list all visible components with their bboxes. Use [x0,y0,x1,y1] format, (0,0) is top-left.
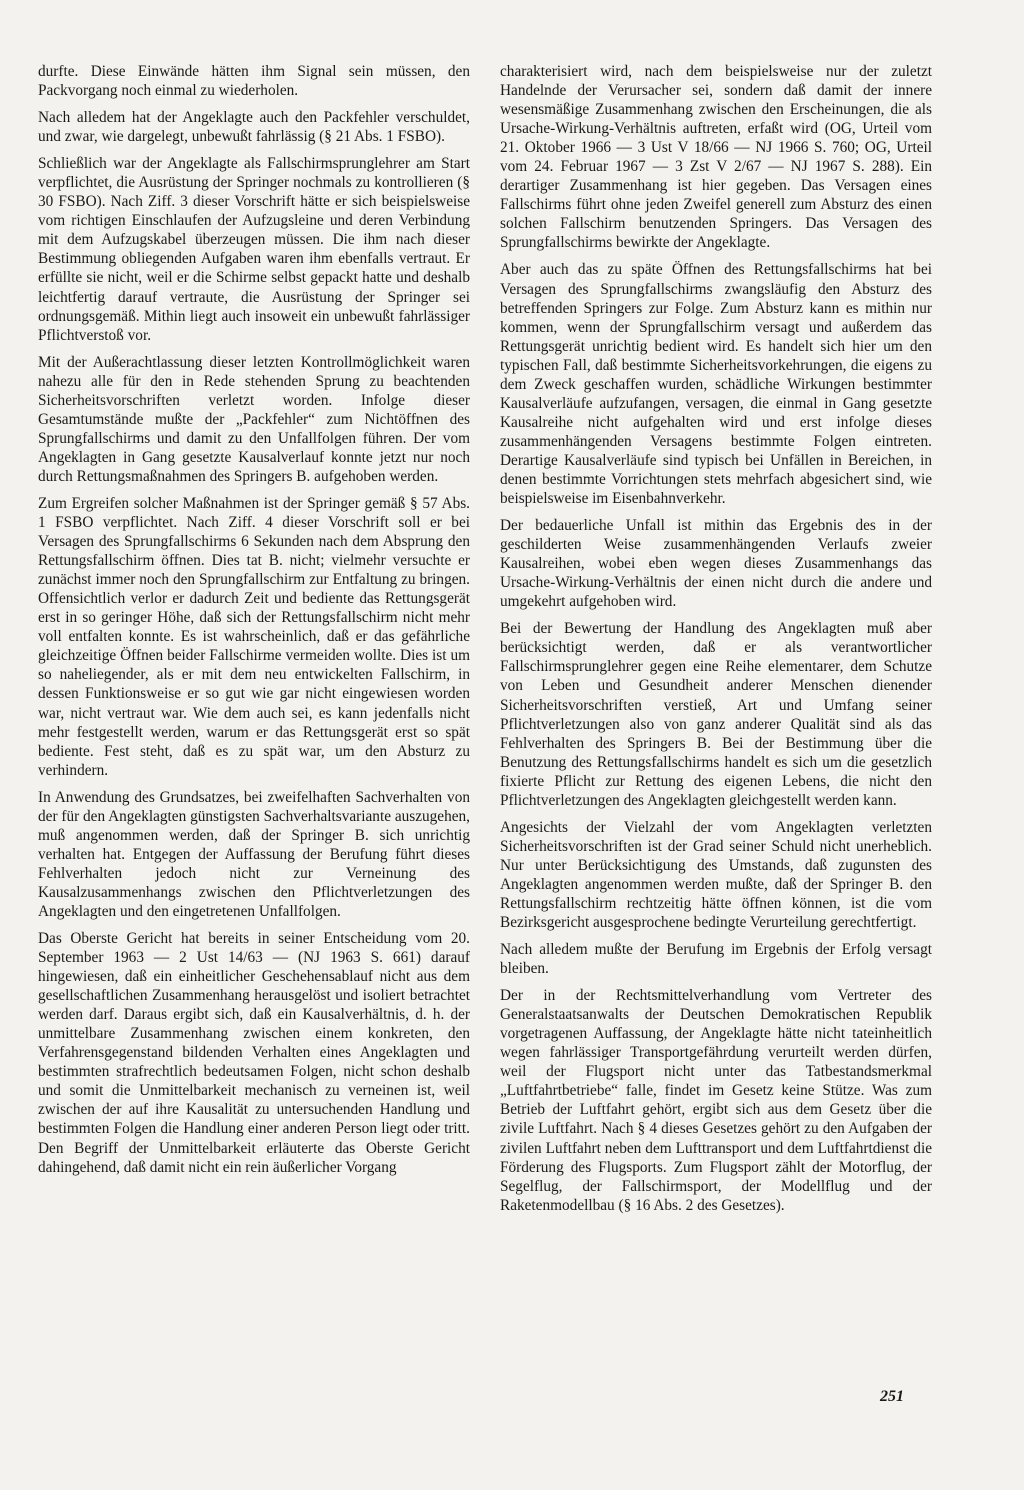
paragraph: Mit der Außerachtlassung dieser letzten Kontrollmöglichkeit waren nahezu alle für den in Rede stehenden Sprung zu beachtenden Sicherheitsvorschriften verletzt worden. Infolge dieser Gesamtumstände mußte der „Packfehler“ zum Nichtöffnen des Sprungfallschirms und damit zu den Unfallfolgen führen. Der vom Angeklagten in Gang gesetzte Kausalverlauf konnte jetzt nur noch durch Rettungsmaßnahmen des Springers B. aufgehoben werden. [38,353,470,485]
paragraph: Nach alledem hat der Angeklagte auch den Packfehler verschuldet, und zwar, wie dargelegt, unbewußt fahrlässig (§ 21 Abs. 1 FSBO). [38,109,470,146]
paragraph: Schließlich war der Angeklagte als Fallschirmsprunglehrer am Start verpflichtet, die Ausrüstung der Springer nochmals zu kontrollieren (§ 30 FSBO). Nach Ziff. 3 dieser Vorschrift hätte er sich beispielsweise vom richtigen Einschlaufen der Aufzugsleine und deren Verbindung mit dem Aufzugskabel überzeugen müssen. Die ihm nach dieser Bestimmung obliegenden Aufgaben waren ihm ebenfalls vertraut. Er erfüllte sie nicht, weil er die Schirme selbst gepackt hatte und deshalb leichtfertig darauf vertraute, die Ausrüstung der Springer sei ordnungsgemäß. Mithin liegt auch insoweit ein unbewußt fahrlässiger Pflichtverstoß vor. [38,155,470,344]
page-number: 251 [880,1388,904,1405]
paragraph: Der bedauerliche Unfall ist mithin das Ergebnis des in der geschilderten Weise zusammenhängenden Verlaufs zweier Kausalreihen, wobei eben wegen dieses Zusammenhangs das Ursache-Wirkung-Verhältnis der einen nicht durch die andere und umgekehrt aufgehoben wird. [500,517,932,611]
paragraph: charakterisiert wird, nach dem beispielsweise nur der zuletzt Handelnde der Verursacher sei, sondern daß damit der innere wesensmäßige Zusammenhang zwischen den Erscheinungen, die als Ursache-Wirkung-Verhältnis auftreten, erfaßt wird (OG, Urteil vom 21. Oktober 1966 — 3 Ust V 18/66 — NJ 1966 S. 760; OG, Urteil vom 24. Februar 1967 — 3 Zst V 2/67 — NJ 1967 S. 288). Ein derartiger Zusammenhang ist hier gegeben. Das Versagen eines Fallschirms führt ohne jeden Zweifel generell zum Absturz des einen solchen Fallschirm benutzenden Springers. Das Versagen des Sprungfallschirms bewirkte der Angeklagte. [500,63,932,252]
paragraph: In Anwendung des Grundsatzes, bei zweifelhaften Sachverhalten von der für den Angeklagten günstigsten Sachverhaltsvariante auszugehen, muß angenommen werden, daß der Springer B. sich unrichtig verhalten hat. Entgegen der Auffassung der Berufung führt dieses Fehlverhalten jedoch nicht zur Verneinung des Kausalzusammenhangs zwischen den Pflichtverletzungen des Angeklagten und den eingetretenen Unfallfolgen. [38,788,470,920]
paragraph: Das Oberste Gericht hat bereits in seiner Entscheidung vom 20. September 1963 — 2 Ust 14/63 — (NJ 1963 S. 661) darauf hingewiesen, daß ein einheitlicher Geschehensablauf nicht aus dem gesellschaftlichen Zusammenhang herausgelöst und isoliert betrachtet werden darf. Daraus ergibt sich, daß ein Kausalverhältnis, d. h. der unmittelbare Zusammenhang zwischen einem konkreten, den Verfahrensgegenstand bildenden Verhalten eines Angeklagten und bestimmten strafrechtlich bedeutsamen Folgen, nicht schon deshalb und somit die Unmittelbarkeit mechanisch zu verneinen ist, weil zwischen der auf ihre Kausalität zu untersuchenden Handlung und bestimmten Folgen die Handlung einer anderen Person liegt oder tritt. Den Begriff der Unmittelbarkeit erläuterte das Oberste Gericht dahingehend, daß damit nicht ein rein äußerlicher Vorgang [38,930,470,1176]
paragraph: Aber auch das zu späte Öffnen des Rettungsfallschirms hat bei Versagen des Sprungfallschirms zwangsläufig den Absturz des betreffenden Springers zur Folge. Zum Absturz kann es mithin nur kommen, wenn der Sprungfallschirm versagt und außerdem das Rettungsgerät unrichtig bedient wird. Es handelt sich hier um den typischen Fall, daß bestimmte Sicherheitsvorkehrungen, die eigens zu dem Zweck geschaffen wurden, schädliche Wirkungen bestimmter Kausalverläufe aufzufangen, versagen, die einmal in Gang gesetzte Kausalreihe nicht aufgehalten wird und erst infolge dieses zusammenhängenden Versagens bestimmte Folgen eintreten. Derartige Kausalverläufe sind typisch bei Unfällen in Bereichen, in denen bestimmte Vorrichtungen stets mehrfach abgesichert sind, wie beispielsweise im Eisenbahnverkehr. [500,261,932,508]
paragraph: durfte. Diese Einwände hätten ihm Signal sein müssen, den Packvorgang noch einmal zu wiederholen. [38,63,470,100]
paragraph: Angesichts der Vielzahl der vom Angeklagten verletzten Sicherheitsvorschriften ist der Grad seiner Schuld nicht unerheblich. Nur unter Berücksichtigung des Umstands, daß zugunsten des Angeklagten angenommen werden mußte, daß der Springer B. den Rettungsfallschirm rechtzeitig hätte öffnen können, ist die vom Bezirksgericht ausgesprochene bedingte Verurteilung gerechtfertigt. [500,818,932,932]
paragraph: Der in der Rechtsmittelverhandlung vom Vertreter des Generalstaatsanwalts der Deutschen Demokratischen Republik vorgetragenen Auffassung, der Angeklagte hätte nicht tateinheitlich wegen fahrlässiger Transportgefährdung verurteilt werden dürfen, weil der Flugsport nicht unter das Tatbestandsmerkmal „Luftfahrtbetriebe“ falle, findet im Gesetz keine Stütze. Was zum Betrieb der Luftfahrt gehört, ergibt sich aus dem Gesetz über die zivile Luftfahrt. Nach § 4 dieses Gesetzes gehört zu den Aufgaben der zivilen Luftfahrt neben dem Lufttransport und dem Luftfahrtdienst die Förderung des Flugsports. Zum Flugsport zählt der Motorflug, der Segelflug, der Fallschirmsport, der Modellflug und der Raketenmodellbau (§ 16 Abs. 2 des Gesetzes). [500,987,932,1214]
right-column [500,62,932,1223]
paragraph: Zum Ergreifen solcher Maßnahmen ist der Springer gemäß § 57 Abs. 1 FSBO verpflichtet. Nach Ziff. 4 dieser Vorschrift soll er bei Versagen des Sprungfallschirms 6 Sekunden nach dem Absprung den Rettungsfallschirm öffnen. Dies tat B. nicht; vielmehr versuchte er zunächst immer noch den Sprungfallschirm zur Entfaltung zu bringen. Offensichtlich verlor er dadurch Zeit und bediente das Rettungsgerät erst in so geringer Höhe, daß sich der Rettungsfallschirm nicht mehr voll entfalten konnte. Es ist wahrscheinlich, daß er das gefährliche gleichzeitige Öffnen beider Fallschirme vermeiden wollte. Dies ist um so naheliegender, als er mit dem neu entwickelten Fallschirm, in dessen Funktionsweise er so gut wie gar nicht eingewiesen worden war, nicht vertraut war. Wie dem auch sei, es kann jedenfalls nicht mehr festgestellt werden, warum er das Rettungsgerät erst so spät bediente. Fest steht, daß es zu spät war, um den Absturz zu verhindern. [38,494,470,779]
paragraph: Bei der Bewertung der Handlung des Angeklagten muß aber berücksichtigt werden, daß er als verantwortlicher Fallschirmsprunglehrer gegen eine Reihe elementarer, dem Schutze von Leben und Gesundheit anderer Menschen dienender Sicherheitsvorschriften verstieß, Art und Umfang seiner Pflichtverletzungen also von ganz anderer Qualität sind als das Fehlverhalten des Springers B. Bei der Bestimmung über die Benutzung des Rettungsfallschirms handelt es sich um die gesetzlich fixierte Pflicht zur Rettung des eigenen Lebens, die nicht den Pflichtverletzungen des Angeklagten gleichgestellt werden kann. [500,620,932,809]
paragraph: Nach alledem mußte der Berufung im Ergebnis der Erfolg versagt bleiben. [500,941,932,978]
left-column [38,62,470,1185]
